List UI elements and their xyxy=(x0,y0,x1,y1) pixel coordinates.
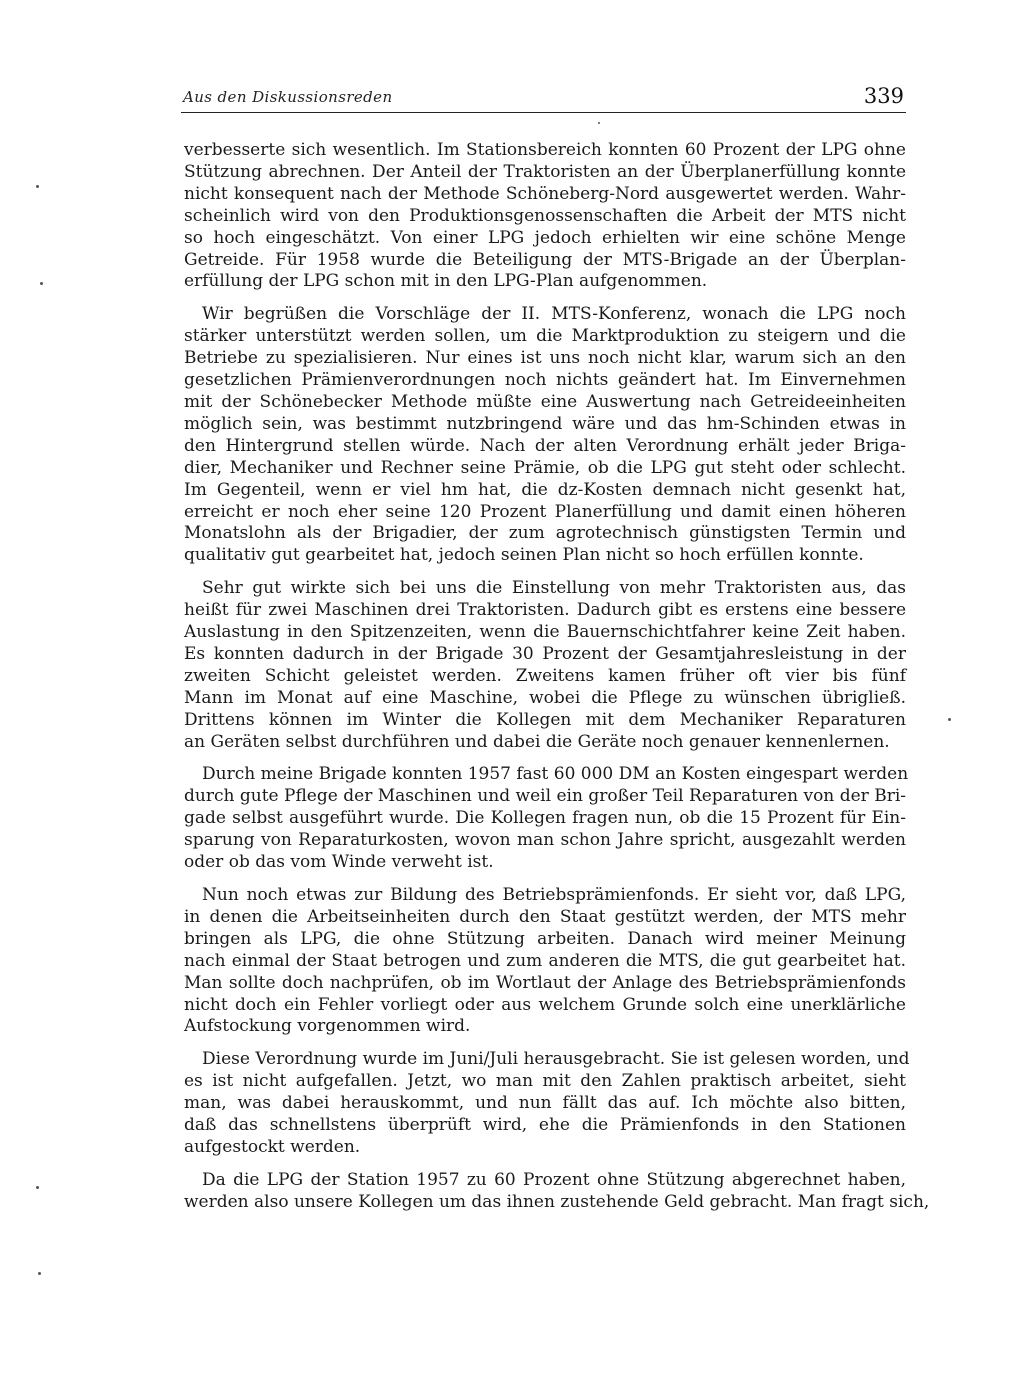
text-line: zweiten Schicht geleistet werden. Zweitens kamen früher oft vier bis fünf xyxy=(184,665,906,686)
text-line: gesetzlichen Prämienverordnungen noch nichts geändert hat. Im Einvernehmen xyxy=(184,370,906,391)
text-line: in denen die Arbeitseinheiten durch den Staat gestützt werden, der MTS mehr xyxy=(184,906,906,927)
running-head: Aus den Diskussionsreden xyxy=(183,88,393,106)
text-line: nicht konsequent nach der Methode Schöneberg-Nord ausgewertet werden. Wahr- xyxy=(184,183,906,204)
text-line: es ist nicht aufgefallen. Jetzt, wo man mit den Zahlen praktisch arbeitet, sieht xyxy=(184,1071,906,1092)
text-line: Wir begrüßen die Vorschläge der II. MTS-Konferenz, wonach die LPG noch xyxy=(202,304,906,325)
scan-speck xyxy=(36,1186,39,1189)
text-line: mit der Schönebecker Methode müßte eine Auswertung nach Getreideeinheiten xyxy=(184,391,906,412)
text-line: Da die LPG der Station 1957 zu 60 Prozent ohne Stützung abgerechnet haben, xyxy=(202,1169,906,1190)
text-line: Betriebe zu spezialisieren. Nur eines ist uns noch nicht klar, warum sich an den xyxy=(184,348,906,369)
paragraph xyxy=(184,764,909,874)
text-line: Im Gegenteil, wenn er viel hm hat, die dz-Kosten demnach nicht gesenkt hat, xyxy=(184,479,906,500)
text-line: qualitativ gut gearbeitet hat, jedoch seinen Plan nicht so hoch erfüllen konnte. xyxy=(184,545,864,566)
paragraph xyxy=(184,1049,910,1159)
text-line: nach einmal der Staat betrogen und zum anderen die MTS, die gut gearbeitet hat. xyxy=(184,950,906,971)
page-number: 339 xyxy=(863,84,904,108)
text-line: so hoch eingeschätzt. Von einer LPG jedoch erhielten wir eine schöne Menge xyxy=(184,227,906,248)
text-line: Getreide. Für 1958 wurde die Beteiligung der MTS-Brigade an der Überplan- xyxy=(184,249,906,270)
text-line: Man sollte doch nachprüfen, ob im Wortlaut der Anlage des Betriebsprämienfonds xyxy=(184,972,906,993)
text-line: oder ob das vom Winde verweht ist. xyxy=(184,852,494,873)
scan-speck xyxy=(36,185,39,188)
text-line: aufgestockt werden. xyxy=(184,1136,361,1157)
text-line: Drittens können im Winter die Kollegen mit dem Mechaniker Reparaturen xyxy=(184,709,906,730)
text-line: bringen als LPG, die ohne Stützung arbeiten. Danach wird meiner Meinung xyxy=(184,928,906,949)
paragraph xyxy=(184,140,906,293)
text-line: gade selbst ausgeführt wurde. Die Kollegen fragen nun, ob die 15 Prozent für Ein- xyxy=(184,808,906,829)
text-line: Es konnten dadurch in der Brigade 30 Prozent der Gesamtjahresleistung in der xyxy=(184,643,906,664)
text-line: erfüllung der LPG schon mit in den LPG-Plan aufgenommen. xyxy=(184,271,708,292)
text-line: man, was dabei herauskommt, und nun fällt das auf. Ich möchte also bitten, xyxy=(184,1093,906,1114)
header-rule xyxy=(181,112,906,113)
text-line: nicht doch ein Fehler vorliegt oder aus welchem Grunde solch eine unerklärliche xyxy=(184,994,906,1015)
text-line: Diese Verordnung wurde im Juni/Juli herausgebracht. Sie ist gelesen worden, und xyxy=(202,1049,910,1070)
text-line: erreicht er noch eher seine 120 Prozent Planerfüllung und damit einen höheren xyxy=(184,501,906,522)
text-line: Aufstockung vorgenommen wird. xyxy=(184,1016,471,1037)
paragraph xyxy=(184,885,906,1038)
text-line: Stützung abrechnen. Der Anteil der Traktoristen an der Überplanerfüllung konnte xyxy=(184,161,906,182)
scan-speck xyxy=(948,718,951,721)
scan-speck xyxy=(598,122,600,124)
text-line: Monatslohn als der Brigadier, der zum agrotechnisch günstigsten Termin und xyxy=(184,523,906,544)
text-line: Mann im Monat auf eine Maschine, wobei die Pflege zu wünschen übrigließ. xyxy=(184,687,906,708)
text-line: den Hintergrund stellen würde. Nach der alten Verordnung erhält jeder Briga- xyxy=(184,435,906,456)
scan-speck xyxy=(40,282,43,285)
paragraph xyxy=(184,578,906,753)
text-line: möglich sein, was bestimmt nutzbringend wäre und das hm-Schinden etwas in xyxy=(184,413,906,434)
text-line: Sehr gut wirkte sich bei uns die Einstellung von mehr Traktoristen aus, das xyxy=(202,578,906,599)
text-line: werden also unsere Kollegen um das ihnen zustehende Geld gebracht. Man fragt sich, xyxy=(184,1191,930,1212)
text-line: Auslastung in den Spitzenzeiten, wenn die Bauernschichtfahrer keine Zeit haben. xyxy=(184,622,906,643)
text-line: heißt für zwei Maschinen drei Traktoristen. Dadurch gibt es erstens eine bessere xyxy=(184,600,906,621)
text-line: dier, Mechaniker und Rechner seine Prämie, ob die LPG gut steht oder schlecht. xyxy=(184,457,906,478)
text-line: scheinlich wird von den Produktionsgenossenschaften die Arbeit der MTS nicht xyxy=(184,205,906,226)
paragraph xyxy=(184,304,906,567)
text-line: daß das schnellstens überprüft wird, ehe die Prämienfonds in den Stationen xyxy=(184,1115,906,1136)
text-line: sparung von Reparaturkosten, wovon man schon Jahre spricht, ausgezahlt werden xyxy=(184,830,906,851)
text-line: an Geräten selbst durchführen und dabei die Geräte noch genauer kennenlernen. xyxy=(184,731,890,752)
body-text xyxy=(184,140,930,1214)
text-line: stärker unterstützt werden sollen, um die Marktproduktion zu steigern und die xyxy=(184,326,906,347)
text-line: Nun noch etwas zur Bildung des Betriebsprämienfonds. Er sieht vor, daß LPG, xyxy=(202,885,906,905)
scan-speck xyxy=(38,1272,41,1275)
text-line: durch gute Pflege der Maschinen und weil ein großer Teil Reparaturen von der Bri- xyxy=(184,786,906,807)
paragraph xyxy=(184,1169,930,1214)
text-line: Durch meine Brigade konnten 1957 fast 60 000 DM an Kosten eingespart werden xyxy=(202,764,909,785)
text-line: verbesserte sich wesentlich. Im Stationsbereich konnten 60 Prozent der LPG ohne xyxy=(184,140,906,160)
